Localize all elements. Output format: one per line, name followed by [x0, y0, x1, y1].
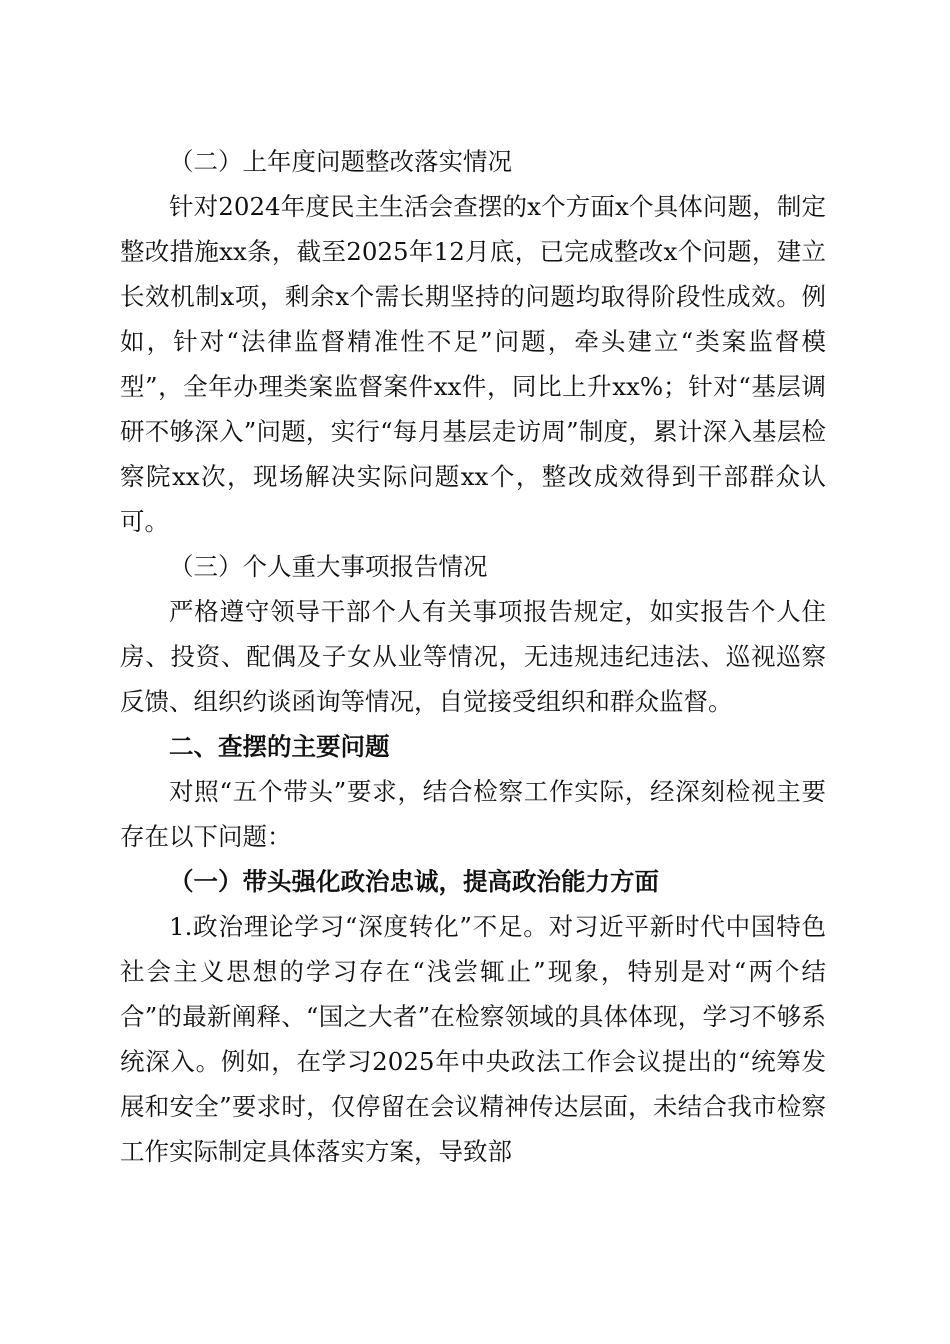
document-body [120, 139, 826, 1174]
section-heading-rectification: （二）上年度问题整改落实情况 [169, 147, 512, 176]
paragraph-political-theory: 1.政治理论学习“深度转化”不足。对习近平新时代中国特色社会主义思想的学习存在“浅尝辄止”现象，特别是对“两个结合”的最新阐释、“国之大者”在检察领域的具体体现，学习不够系统深入。例如，在学习2025年中央政法工作会议提出的“统筹发展和安全”要求时，仅停留在会议精神传达层面，未结合我市检察工作实际制定具体落实方案，导致部 [120, 912, 826, 1166]
part-two-intro: 对照“五个带头”要求，结合检察工作实际，经深刻检视主要存在以下问题： [120, 777, 826, 851]
paragraph-rectification: 针对2024年度民主生活会查摆的x个方面x个具体问题，制定整改措施xx条，截至2025年12月底，已完成整改x个问题，建立长效机制x项，剩余x个需长期坚持的问题均取得阶段性成效。例如，针对“法律监督精准性不足”问题，牵头建立“类案监督模型”，全年办理类案监督案件xx件，同比上升xx%；针对“基层调研不够深入”问题，实行“每月基层走访周”制度，累计深入基层检察院xx次，现场解决实际问题xx个，整改成效得到干部群众认可。 [120, 192, 826, 536]
paragraph-personal-matters: 严格遵守领导干部个人有关事项报告规定，如实报告个人住房、投资、配偶及子女从业等情况，无违规违纪违法、巡视巡察反馈、组织约谈函询等情况，自觉接受组织和群众监督。 [120, 597, 826, 716]
subsection-heading-political-loyalty: （一）带头强化政治忠诚，提高政治能力方面 [169, 867, 659, 896]
part-two-heading: 二、查摆的主要问题 [169, 732, 390, 761]
section-heading-personal-matters: （三）个人重大事项报告情况 [169, 552, 488, 581]
